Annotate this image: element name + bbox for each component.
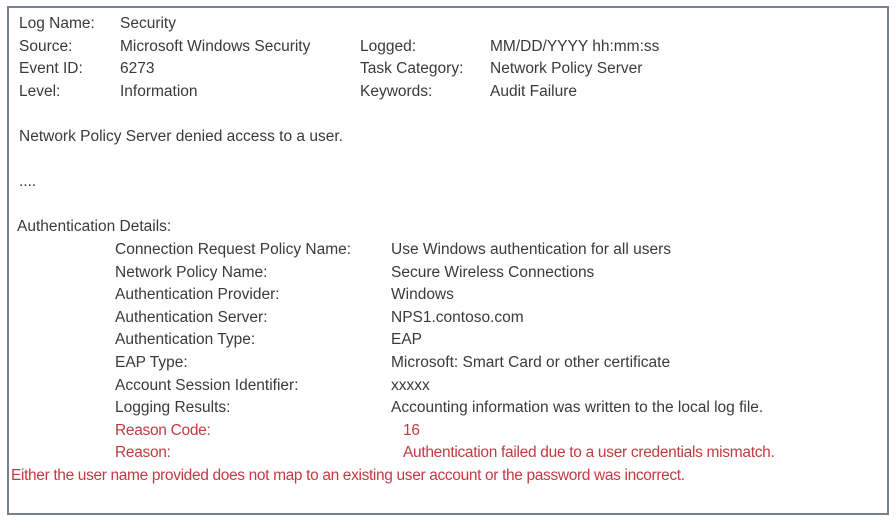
detail-value: Microsoft: Smart Card or other certificate (391, 353, 671, 371)
detail-row (19, 352, 877, 375)
event-id-label: Event ID: (19, 60, 83, 78)
level-value: Information (120, 82, 198, 100)
detail-label: Authentication Type: (115, 331, 256, 349)
blank-line (19, 149, 877, 172)
event-description: Network Policy Server denied access to a user. (19, 127, 343, 145)
header-row-log-name (19, 13, 877, 36)
detail-label: Authentication Provider: (115, 286, 280, 304)
task-category-label: Task Category: (360, 60, 464, 78)
logged-label: Logged: (360, 37, 417, 55)
blank-line (19, 194, 877, 217)
keywords-label: Keywords: (360, 82, 433, 100)
detail-label: EAP Type: (115, 353, 188, 371)
detail-label: Network Policy Name: (115, 263, 268, 281)
detail-row (19, 262, 877, 285)
logged-value: MM/DD/YYYY hh:mm:ss (490, 37, 660, 55)
detail-label: Account Session Identifier: (115, 376, 299, 394)
reason-code-label: Reason Code: (115, 421, 211, 439)
detail-label: Authentication Server: (115, 308, 268, 326)
detail-value: xxxxx (391, 376, 430, 394)
event-id-value: 6273 (120, 60, 155, 78)
header-row-eventid-taskcategory (19, 58, 877, 81)
auth-details-heading: Authentication Details: (17, 218, 172, 236)
detail-row (19, 397, 877, 420)
source-value: Microsoft Windows Security (120, 37, 311, 55)
reason-label: Reason: (115, 444, 171, 462)
detail-row-reason-code (19, 420, 877, 443)
source-label: Source: (19, 37, 73, 55)
ellipsis-line: .... (19, 173, 37, 191)
keywords-value: Audit Failure (490, 82, 578, 100)
reason-explanation-note: Either the user name provided does not map to an existing user account or the password was incorrect. (11, 466, 685, 484)
detail-label: Connection Request Policy Name: (115, 240, 352, 258)
detail-value: NPS1.contoso.com (391, 308, 524, 326)
detail-value: Use Windows authentication for all users (391, 240, 671, 258)
detail-row (19, 329, 877, 352)
log-name-value: Security (120, 15, 176, 32)
event-log-box (7, 6, 889, 515)
detail-row (19, 375, 877, 398)
reason-code-value: 16 (403, 421, 420, 439)
detail-value: Windows (391, 286, 454, 304)
detail-value: EAP (391, 331, 423, 349)
detail-label: Logging Results: (115, 399, 231, 417)
blank-line (19, 103, 877, 126)
task-category-value: Network Policy Server (490, 60, 643, 78)
detail-value: Secure Wireless Connections (391, 263, 595, 281)
level-label: Level: (19, 82, 61, 100)
detail-row (19, 307, 877, 330)
detail-row (19, 239, 877, 262)
detail-row (19, 284, 877, 307)
header-row-source-logged (19, 36, 877, 59)
header-row-level-keywords (19, 81, 877, 104)
log-name-label: Log Name: (19, 15, 95, 32)
detail-value: Accounting information was written to the local log file. (391, 399, 764, 417)
detail-row-reason (19, 442, 877, 465)
reason-value: Authentication failed due to a user credentials mismatch. (403, 444, 775, 462)
